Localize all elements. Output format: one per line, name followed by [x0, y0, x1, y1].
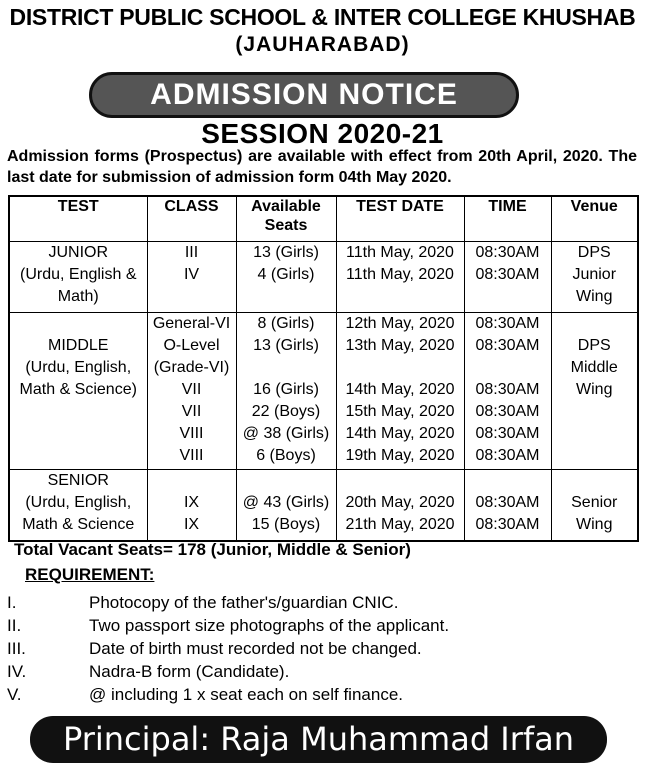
requirement-text: @ including 1 x seat each on self finance.: [89, 685, 404, 704]
cell-line: 13 (Girls): [253, 337, 319, 354]
col-header-date: TEST DATE: [336, 196, 464, 242]
cell-line: 08:30AM: [475, 315, 540, 332]
cell-line: VIII: [179, 447, 204, 464]
requirement-number: II.: [7, 616, 22, 635]
class-cell: [147, 313, 236, 470]
requirement-number: V.: [7, 685, 22, 704]
requirement-text: Photocopy of the father's/guardian CNIC.: [89, 593, 399, 612]
cell-line: VIII: [179, 425, 204, 442]
cell-line: 13th May, 2020: [345, 337, 455, 354]
cell-line: (Urdu, English,: [25, 359, 132, 376]
requirement-heading: REQUIREMENT:: [25, 565, 155, 584]
cell-line: Junior: [572, 266, 617, 283]
school-name: DISTRICT PUBLIC SCHOOL & INTER COLLEGE KHUSHAB: [9, 4, 636, 30]
col-header-venue: Venue: [551, 196, 638, 242]
intro-text: Admission forms (Prospectus) are available with effect from 20th April, 2020. The last date for submission of admission form 04th May 2020.: [7, 148, 637, 186]
cell-line: DPS: [577, 244, 611, 261]
cell-line: DPS: [577, 337, 611, 354]
test-cell: [9, 313, 147, 470]
time-cell: [464, 470, 551, 542]
cell-line: 20th May, 2020: [345, 494, 455, 511]
requirement-text: Date of birth must recorded not be changed.: [89, 639, 422, 658]
table-body: [9, 242, 638, 542]
cell-line: 8 (Girls): [257, 315, 315, 332]
requirement-item: [7, 683, 627, 706]
cell-line: 08:30AM: [475, 516, 540, 533]
principal-name: Principal: Raja Muhammad Irfan: [30, 716, 607, 763]
venue-cell: [551, 242, 638, 313]
requirement-number: IV.: [7, 662, 27, 681]
cell-line: 08:30AM: [475, 425, 540, 442]
cell-line: [337, 357, 464, 379]
notice-banner: ADMISSION NOTICE: [89, 72, 519, 118]
cell-line: General-VI: [152, 315, 231, 332]
table-row: [9, 470, 638, 542]
cell-line: Middle: [570, 359, 618, 376]
total-seats: Total Vacant Seats= 178 (Junior, Middle & Senior): [14, 540, 411, 559]
venue-cell: [551, 470, 638, 542]
table-row: [9, 313, 638, 470]
table-header-row: [9, 196, 638, 242]
cell-line: Wing: [576, 381, 613, 398]
col-header-seats: Available Seats: [236, 196, 336, 242]
test-cell: [9, 242, 147, 313]
cell-line: VII: [181, 403, 202, 420]
requirement-text: Two passport size photographs of the applicant.: [89, 616, 450, 635]
city-name: (JAUHARABAD): [235, 33, 410, 56]
seats-cell: [236, 470, 336, 542]
requirement-item: [7, 660, 627, 683]
cell-line: 22 (Boys): [251, 403, 321, 420]
requirement-number: I.: [7, 593, 17, 612]
session-title: SESSION 2020-21: [201, 118, 444, 149]
schedule-table: [8, 195, 639, 542]
date-cell: [336, 242, 464, 313]
cell-line: 08:30AM: [475, 447, 540, 464]
cell-line: [237, 470, 336, 492]
date-cell: [336, 313, 464, 470]
cell-line: 19th May, 2020: [345, 447, 455, 464]
cell-line: Wing: [576, 516, 613, 533]
col-header-test: TEST: [9, 196, 147, 242]
cell-line: 12th May, 2020: [345, 315, 455, 332]
cell-line: 6 (Boys): [256, 447, 316, 464]
class-cell: [147, 470, 236, 542]
cell-line: 4 (Girls): [257, 266, 315, 283]
cell-line: [148, 470, 236, 492]
cell-line: 08:30AM: [475, 337, 540, 354]
cell-line: 08:30AM: [475, 266, 540, 283]
cell-line: @ 43 (Girls): [242, 494, 330, 511]
requirement-list: [7, 591, 627, 706]
seats-cell: [236, 313, 336, 470]
cell-line: IV: [183, 266, 200, 283]
cell-line: (Urdu, English &: [20, 266, 137, 283]
cell-line: 08:30AM: [475, 244, 540, 261]
cell-line: IX: [183, 494, 200, 511]
cell-line: 15 (Boys): [251, 516, 321, 533]
cell-line: [465, 470, 551, 492]
cell-line: 08:30AM: [475, 381, 540, 398]
requirement-number: III.: [7, 639, 26, 658]
cell-line: [10, 313, 147, 335]
cell-line: 08:30AM: [475, 403, 540, 420]
cell-line: JUNIOR: [48, 244, 109, 261]
cell-line: [237, 357, 336, 379]
seats-cell: [236, 242, 336, 313]
cell-line: (Grade-VI): [153, 359, 230, 376]
time-cell: [464, 242, 551, 313]
table-row: [9, 242, 638, 313]
col-header-time: TIME: [464, 196, 551, 242]
requirement-item: [7, 591, 627, 614]
cell-line: [337, 470, 464, 492]
cell-line: SENIOR: [47, 472, 109, 489]
cell-line: IX: [183, 516, 200, 533]
class-cell: [147, 242, 236, 313]
cell-line: Senior: [571, 494, 618, 511]
cell-line: (Urdu, English,: [25, 494, 132, 511]
cell-line: [465, 357, 551, 379]
date-cell: [336, 470, 464, 542]
requirement-item: [7, 614, 627, 637]
cell-line: [552, 470, 638, 492]
cell-line: 08:30AM: [475, 494, 540, 511]
cell-line: Wing: [576, 288, 613, 305]
cell-line: VII: [181, 381, 202, 398]
venue-cell: [551, 313, 638, 470]
cell-line: 21th May, 2020: [345, 516, 455, 533]
requirement-item: [7, 637, 627, 660]
cell-line: Math & Science: [22, 516, 135, 533]
test-cell: [9, 470, 147, 542]
requirement-text: Nadra-B form (Candidate).: [89, 662, 290, 681]
cell-line: 15th May, 2020: [345, 403, 455, 420]
cell-line: 11th May, 2020: [346, 244, 454, 261]
col-header-class: CLASS: [147, 196, 236, 242]
cell-line: 11th May, 2020: [346, 266, 454, 283]
cell-line: O-Level: [163, 337, 220, 354]
cell-line: Math & Science): [19, 381, 137, 398]
cell-line: @ 38 (Girls): [242, 425, 330, 442]
cell-line: MIDDLE: [48, 337, 109, 354]
cell-line: 14th May, 2020: [345, 381, 455, 398]
cell-line: Math): [57, 288, 99, 305]
time-cell: [464, 313, 551, 470]
cell-line: 14th May, 2020: [345, 425, 455, 442]
cell-line: 13 (Girls): [253, 244, 319, 261]
cell-line: 16 (Girls): [253, 381, 319, 398]
cell-line: [552, 313, 638, 335]
cell-line: III: [184, 244, 199, 261]
